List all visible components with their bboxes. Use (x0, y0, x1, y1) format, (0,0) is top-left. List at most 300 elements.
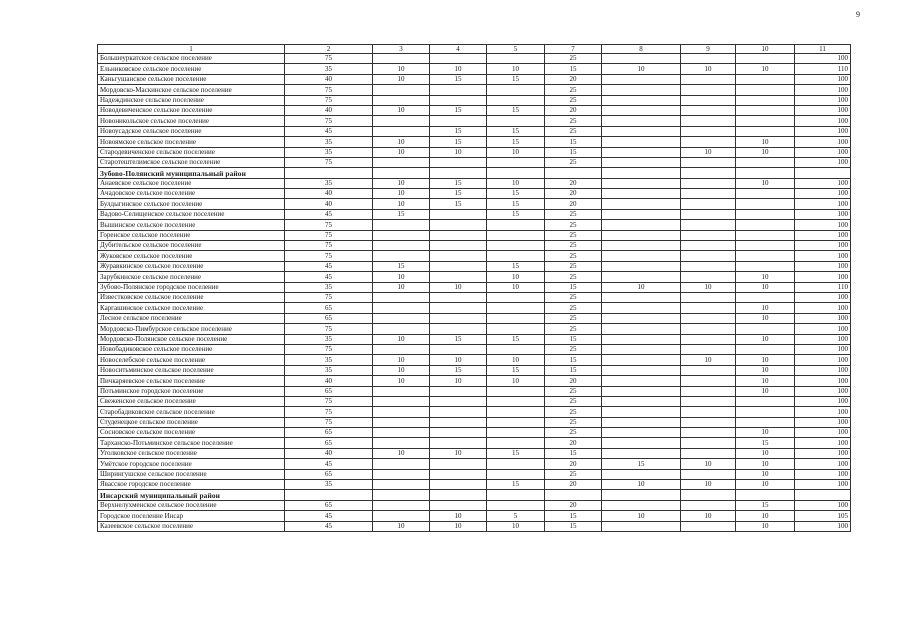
settlement-name: Стародевиченское сельское поселение (98, 147, 285, 157)
settlement-name: Ширингушское сельское поселение (98, 469, 285, 479)
value-cell (681, 230, 736, 240)
value-cell (681, 54, 736, 64)
value-cell (602, 272, 681, 282)
value-cell (373, 480, 430, 490)
total-cell: 100 (795, 251, 851, 261)
value-cell: 15 (545, 448, 602, 458)
value-cell (736, 292, 795, 302)
value-cell (487, 313, 545, 323)
value-cell (487, 344, 545, 354)
total-cell: 100 (795, 178, 851, 188)
value-cell (681, 189, 736, 199)
value-cell (373, 251, 430, 261)
value-cell (487, 469, 545, 479)
value-cell: 75 (285, 251, 373, 261)
value-cell (602, 490, 681, 500)
total-cell: 100 (795, 448, 851, 458)
column-header: 10 (736, 45, 795, 54)
value-cell (487, 54, 545, 64)
total-cell: 100 (795, 365, 851, 375)
value-cell (736, 241, 795, 251)
value-cell: 10 (681, 282, 736, 292)
value-cell (487, 324, 545, 334)
value-cell (602, 230, 681, 240)
settlement-name: Зарубкинское сельское поселение (98, 272, 285, 282)
value-cell: 65 (285, 303, 373, 313)
value-cell (430, 157, 487, 167)
value-cell (681, 261, 736, 271)
value-cell (736, 490, 795, 500)
value-cell: 65 (285, 428, 373, 438)
value-cell: 40 (285, 199, 373, 209)
value-cell: 75 (285, 220, 373, 230)
value-cell: 15 (430, 137, 487, 147)
value-cell: 25 (545, 292, 602, 302)
value-cell: 25 (545, 344, 602, 354)
district-section-row (98, 490, 851, 500)
value-cell (681, 396, 736, 406)
value-cell (373, 428, 430, 438)
settlement-name: Мордовско-Маскинское сельское поселение (98, 85, 285, 95)
table-row (98, 324, 851, 334)
table-row (98, 365, 851, 375)
value-cell (602, 313, 681, 323)
value-cell (681, 417, 736, 427)
value-cell: 10 (736, 64, 795, 74)
value-cell: 10 (487, 355, 545, 365)
value-cell (430, 85, 487, 95)
total-cell: 100 (795, 54, 851, 64)
value-cell: 45 (285, 126, 373, 136)
value-cell: 25 (545, 85, 602, 95)
total-cell: 100 (795, 344, 851, 354)
value-cell: 25 (545, 209, 602, 219)
value-cell: 10 (736, 459, 795, 469)
value-cell: 10 (736, 469, 795, 479)
value-cell (373, 490, 430, 500)
table-row (98, 282, 851, 292)
settlement-name: Дубительское сельское поселение (98, 241, 285, 251)
value-cell: 45 (285, 511, 373, 521)
value-cell: 15 (487, 189, 545, 199)
table-row (98, 428, 851, 438)
settlement-name: Вадово-Селищенское сельское поселение (98, 209, 285, 219)
value-cell: 40 (285, 189, 373, 199)
value-cell (487, 230, 545, 240)
value-cell: 65 (285, 500, 373, 510)
value-cell (681, 241, 736, 251)
value-cell: 45 (285, 272, 373, 282)
value-cell (487, 116, 545, 126)
total-cell (795, 168, 851, 178)
value-cell: 45 (285, 459, 373, 469)
value-cell (602, 334, 681, 344)
table-row (98, 272, 851, 282)
total-cell: 100 (795, 355, 851, 365)
value-cell: 25 (545, 241, 602, 251)
settlement-name: Ачадовское сельское поселение (98, 189, 285, 199)
value-cell: 15 (487, 480, 545, 490)
value-cell (430, 490, 487, 500)
value-cell (373, 292, 430, 302)
table-row (98, 469, 851, 479)
value-cell: 20 (545, 480, 602, 490)
value-cell: 75 (285, 157, 373, 167)
value-cell (602, 376, 681, 386)
settlement-name: Новоусадское сельское поселение (98, 126, 285, 136)
value-cell (681, 220, 736, 230)
value-cell: 10 (487, 64, 545, 74)
settlement-name: Сосновское сельское поселение (98, 428, 285, 438)
value-cell: 75 (285, 230, 373, 240)
value-cell: 15 (602, 459, 681, 469)
settlement-name: Ельниковское сельское поселение (98, 64, 285, 74)
total-cell: 100 (795, 189, 851, 199)
value-cell: 75 (285, 396, 373, 406)
value-cell (487, 303, 545, 313)
value-cell (373, 241, 430, 251)
value-cell: 10 (602, 64, 681, 74)
value-cell: 10 (487, 147, 545, 157)
value-cell (487, 85, 545, 95)
value-cell: 15 (373, 261, 430, 271)
value-cell (681, 209, 736, 219)
settlement-name: Новоселебское сельское поселение (98, 355, 285, 365)
table-row (98, 344, 851, 354)
value-cell (602, 365, 681, 375)
total-cell: 100 (795, 220, 851, 230)
value-cell (373, 386, 430, 396)
value-cell: 15 (430, 178, 487, 188)
value-cell (602, 448, 681, 458)
total-cell: 100 (795, 126, 851, 136)
total-cell: 110 (795, 64, 851, 74)
table-row (98, 480, 851, 490)
value-cell (602, 521, 681, 531)
value-cell: 75 (285, 324, 373, 334)
total-cell: 100 (795, 469, 851, 479)
value-cell: 20 (545, 199, 602, 209)
value-cell (602, 407, 681, 417)
total-cell: 100 (795, 303, 851, 313)
value-cell: 25 (545, 251, 602, 261)
value-cell (373, 511, 430, 521)
total-cell: 100 (795, 334, 851, 344)
settlement-name: Мордовско-Пимбурское сельское поселение (98, 324, 285, 334)
value-cell (602, 54, 681, 64)
value-cell (736, 324, 795, 334)
total-cell: 100 (795, 241, 851, 251)
value-cell (373, 324, 430, 334)
value-cell (430, 251, 487, 261)
value-cell (602, 344, 681, 354)
value-cell: 75 (285, 344, 373, 354)
page-number: 9 (856, 10, 860, 19)
value-cell: 35 (285, 282, 373, 292)
value-cell (602, 469, 681, 479)
value-cell: 10 (602, 282, 681, 292)
value-cell (373, 500, 430, 510)
value-cell: 10 (736, 480, 795, 490)
value-cell (373, 417, 430, 427)
value-cell: 25 (545, 157, 602, 167)
value-cell (602, 168, 681, 178)
value-cell: 10 (373, 334, 430, 344)
value-cell: 15 (430, 126, 487, 136)
value-cell (602, 417, 681, 427)
district-name: Инсарский муниципальный район (98, 490, 285, 500)
column-header: 11 (795, 45, 851, 54)
budget-distribution-table (97, 44, 851, 532)
settlement-name: Студенецкое сельское поселение (98, 417, 285, 427)
value-cell (736, 417, 795, 427)
value-cell: 25 (545, 324, 602, 334)
value-cell: 15 (487, 261, 545, 271)
table-row (98, 54, 851, 64)
value-cell (430, 324, 487, 334)
value-cell: 20 (545, 459, 602, 469)
value-cell (681, 428, 736, 438)
value-cell: 15 (545, 137, 602, 147)
value-cell (430, 500, 487, 510)
value-cell: 75 (285, 95, 373, 105)
value-cell: 10 (736, 313, 795, 323)
value-cell (736, 74, 795, 84)
value-cell: 10 (602, 480, 681, 490)
value-cell (430, 241, 487, 251)
value-cell (681, 137, 736, 147)
table-row (98, 126, 851, 136)
table-row (98, 303, 851, 313)
value-cell: 10 (736, 521, 795, 531)
value-cell (681, 386, 736, 396)
table-row (98, 85, 851, 95)
value-cell: 10 (681, 511, 736, 521)
value-cell: 10 (430, 355, 487, 365)
district-section-row (98, 168, 851, 178)
value-cell (736, 85, 795, 95)
value-cell: 10 (736, 137, 795, 147)
value-cell: 20 (545, 438, 602, 448)
value-cell: 10 (373, 137, 430, 147)
value-cell (545, 490, 602, 500)
value-cell (681, 178, 736, 188)
value-cell (285, 168, 373, 178)
value-cell (487, 417, 545, 427)
value-cell (430, 209, 487, 219)
settlement-name: Новоникольское сельское поселение (98, 116, 285, 126)
table-header-row (98, 45, 851, 54)
value-cell: 15 (487, 126, 545, 136)
value-cell (681, 448, 736, 458)
table-row (98, 261, 851, 271)
value-cell: 10 (736, 303, 795, 313)
settlement-name: Вышинское сельское поселение (98, 220, 285, 230)
total-cell: 110 (795, 282, 851, 292)
value-cell: 15 (373, 209, 430, 219)
value-cell: 10 (736, 448, 795, 458)
value-cell (681, 324, 736, 334)
value-cell: 25 (545, 272, 602, 282)
value-cell (373, 396, 430, 406)
settlement-name: Зубово-Полянское городское поселение (98, 282, 285, 292)
value-cell (487, 220, 545, 230)
value-cell: 75 (285, 54, 373, 64)
total-cell: 100 (795, 417, 851, 427)
value-cell (430, 396, 487, 406)
value-cell: 35 (285, 365, 373, 375)
value-cell: 10 (430, 511, 487, 521)
total-cell: 100 (795, 396, 851, 406)
settlement-name: Городское поселение Инсар (98, 511, 285, 521)
value-cell (487, 292, 545, 302)
total-cell: 100 (795, 376, 851, 386)
value-cell: 15 (545, 365, 602, 375)
total-cell: 100 (795, 480, 851, 490)
value-cell: 35 (285, 178, 373, 188)
value-cell: 10 (373, 376, 430, 386)
value-cell (602, 396, 681, 406)
value-cell: 25 (545, 313, 602, 323)
value-cell (681, 469, 736, 479)
value-cell: 10 (736, 355, 795, 365)
settlement-name: Старобадиковское сельское поселение (98, 407, 285, 417)
value-cell (681, 168, 736, 178)
column-header: 9 (681, 45, 736, 54)
table-row (98, 438, 851, 448)
value-cell: 15 (545, 511, 602, 521)
total-cell (795, 490, 851, 500)
value-cell (430, 344, 487, 354)
value-cell: 15 (736, 438, 795, 448)
value-cell (487, 168, 545, 178)
value-cell (602, 189, 681, 199)
value-cell (430, 428, 487, 438)
value-cell: 35 (285, 355, 373, 365)
value-cell (430, 386, 487, 396)
value-cell (602, 386, 681, 396)
value-cell: 20 (545, 500, 602, 510)
total-cell: 100 (795, 386, 851, 396)
table-row (98, 241, 851, 251)
settlement-name: Булдыгинское сельское поселение (98, 199, 285, 209)
value-cell (681, 344, 736, 354)
value-cell (430, 261, 487, 271)
value-cell: 10 (430, 64, 487, 74)
value-cell: 25 (545, 230, 602, 240)
value-cell: 15 (545, 147, 602, 157)
value-cell: 10 (430, 376, 487, 386)
value-cell (602, 251, 681, 261)
settlement-name: Новоситьминское сельское поселение (98, 365, 285, 375)
value-cell: 10 (736, 147, 795, 157)
total-cell: 100 (795, 292, 851, 302)
value-cell (681, 313, 736, 323)
value-cell: 10 (681, 64, 736, 74)
value-cell (602, 137, 681, 147)
value-cell: 15 (430, 105, 487, 115)
value-cell: 75 (285, 85, 373, 95)
value-cell (430, 417, 487, 427)
value-cell: 15 (430, 199, 487, 209)
value-cell: 15 (430, 365, 487, 375)
table-row (98, 199, 851, 209)
settlement-name: Старотештелимское сельское поселение (98, 157, 285, 167)
value-cell: 75 (285, 417, 373, 427)
value-cell: 10 (373, 178, 430, 188)
column-header: 2 (285, 45, 373, 54)
value-cell: 20 (545, 74, 602, 84)
value-cell (602, 126, 681, 136)
value-cell: 10 (373, 272, 430, 282)
value-cell: 5 (487, 511, 545, 521)
value-cell: 15 (545, 334, 602, 344)
value-cell: 10 (373, 189, 430, 199)
value-cell: 15 (487, 209, 545, 219)
value-cell (285, 490, 373, 500)
value-cell: 20 (545, 105, 602, 115)
value-cell (736, 54, 795, 64)
value-cell: 15 (487, 365, 545, 375)
value-cell: 10 (736, 282, 795, 292)
total-cell: 100 (795, 500, 851, 510)
total-cell: 100 (795, 209, 851, 219)
value-cell: 15 (430, 334, 487, 344)
value-cell (681, 438, 736, 448)
value-cell (430, 95, 487, 105)
value-cell (681, 407, 736, 417)
table-row (98, 500, 851, 510)
value-cell: 25 (545, 396, 602, 406)
settlement-name: Верхнелухменское сельское поселение (98, 500, 285, 510)
total-cell: 100 (795, 261, 851, 271)
value-cell: 35 (285, 147, 373, 157)
total-cell: 100 (795, 272, 851, 282)
value-cell: 10 (430, 521, 487, 531)
value-cell (681, 116, 736, 126)
value-cell: 10 (736, 386, 795, 396)
value-cell (487, 157, 545, 167)
table-row (98, 189, 851, 199)
value-cell (487, 438, 545, 448)
value-cell (430, 469, 487, 479)
value-cell (373, 116, 430, 126)
value-cell (430, 303, 487, 313)
total-cell: 100 (795, 95, 851, 105)
value-cell (736, 105, 795, 115)
value-cell: 15 (545, 521, 602, 531)
value-cell: 65 (285, 469, 373, 479)
settlement-name: Пичкаряевское сельское поселение (98, 376, 285, 386)
value-cell (681, 157, 736, 167)
value-cell: 25 (545, 303, 602, 313)
value-cell (430, 292, 487, 302)
value-cell: 10 (736, 428, 795, 438)
value-cell (430, 54, 487, 64)
total-cell: 100 (795, 199, 851, 209)
value-cell: 35 (285, 137, 373, 147)
value-cell (681, 272, 736, 282)
value-cell (373, 469, 430, 479)
table-row (98, 116, 851, 126)
value-cell: 15 (487, 74, 545, 84)
value-cell: 15 (487, 105, 545, 115)
total-cell: 100 (795, 105, 851, 115)
value-cell (602, 209, 681, 219)
value-cell: 15 (430, 189, 487, 199)
value-cell: 10 (736, 334, 795, 344)
value-cell: 25 (545, 469, 602, 479)
